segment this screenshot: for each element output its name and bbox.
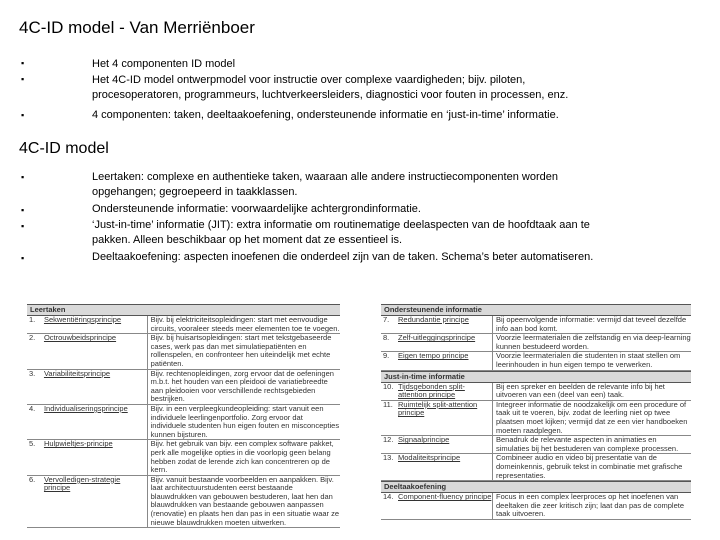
principle-description: Bijv. rechtenopleidingen, zorg ervoor dat de oefeningen m.b.t. het houden van een pleidooi de variatiebreedte aan pleidooien voor verschillende rechtsgebieden bestrijken. xyxy=(147,370,340,404)
list-item: Het 4 componenten ID model xyxy=(92,58,236,70)
row-number: 9. xyxy=(383,351,390,361)
principle-name: Vervolledigen-strategie principe xyxy=(43,474,121,493)
principle-description: Bijv. het gebruik van bijv. een complex software pakket, perk alle mogelijke opties in die voorlopig geen belang hebben zodat de lerende zich kan concentreren op de kern. xyxy=(147,440,340,474)
row-number: 1. xyxy=(29,315,36,324)
row-number: 8. xyxy=(383,333,390,343)
principle-name: Ruimtelijk split-attention principe xyxy=(398,399,478,418)
row-number: 3. xyxy=(29,368,36,378)
bullet-marker: ▪ xyxy=(21,172,25,182)
section-heading: 4C-ID model xyxy=(19,140,109,157)
principles-table-left xyxy=(27,304,340,528)
principle-description: Integreer informatie de noodzakelijk om een procedure of taak uit te voeren, bijv. zodat de leerling niet op twee plaatsen moet kijken; vermijd dat ze een vier handboeken moeten raadplegen. xyxy=(492,401,691,435)
principle-name: Eigen tempo principe xyxy=(398,351,469,361)
principle-description: Combineer audio en video bij presentatie van de domeinkennis, gebruik tekst in combinatie met grafische representaties. xyxy=(492,454,691,480)
principle-description: Bijv. in een verpleegkundeopleiding: start vanuit een individuele leerlingenportfolio. Zorg ervoor dat individuele studenten hun eigen fouten en misconcepties kunnen bijsturen. xyxy=(147,405,340,439)
principle-name: Sekwentiëringsprincipe xyxy=(43,315,122,324)
row-number: 14. xyxy=(383,492,394,502)
row-number: 4. xyxy=(29,403,36,413)
table-row xyxy=(27,334,340,369)
principle-description: Bijv. bij elektriciteitsopleidingen: start met eenvoudige circuits, vooraleer steeds meer elementen toe te voegen. xyxy=(147,316,340,333)
list-item: 4 componenten: taken, deeltaakoefening, ondersteunende informatie en ‘just-in-time’ informatie. xyxy=(92,109,559,121)
principle-name: Zelf-uitleggingsprincipe xyxy=(398,333,476,343)
table-row xyxy=(381,334,691,352)
table-row xyxy=(381,454,691,481)
principle-description: Bij een spreker en beelden de relevante info bij het uitvoeren van een (deel van een) taak. xyxy=(492,383,691,400)
list-item: ‘Just-in-time’ informatie (JIT): extra informatie om routinematige deelaspecten van de hoofdtaak aan te pakken. Alleen beschikbaar op het moment dat ze essentieel is. xyxy=(92,219,590,246)
bullet-marker: ▪ xyxy=(21,253,25,263)
principle-name: Octrouwbeidsprincipe xyxy=(43,333,117,343)
bullet-marker: ▪ xyxy=(21,110,25,120)
principle-description: Benadruk de relevante aspecten in animaties en simulaties bij het bestuderen van complexe processen. xyxy=(492,436,691,453)
table-row xyxy=(27,370,340,405)
principle-name: Individualiseringsprincipe xyxy=(43,403,128,413)
principle-description: Bij opeenvolgende informatie: vermijd dat teveel dezelfde info aan bod komt. xyxy=(492,316,691,333)
principle-description: Voorzie leermaterialen die zelfstandig en via deep-learning kunnen bestudeerd worden. xyxy=(492,334,691,351)
row-number: 6. xyxy=(29,474,36,484)
table-header: Ondersteunende informatie xyxy=(381,304,691,316)
principle-name: Signaalprincipe xyxy=(398,435,450,445)
table-row xyxy=(27,316,340,334)
principle-name: Modaliteitsprincipe xyxy=(398,453,461,463)
principle-description: Bijv. vanuit bestaande voorbeelden en aanpakken. Bijv. laat architectuurstudenten eerst bestaande blauwdrukken van gebouwen bestuderen, laat hen dan blauwdrukken van bestaande gebouwen aanpassen (renovatie) en plaats hen dan pas in een situatie waar ze nieuwe blauwdrukken moeten uitwerken. xyxy=(147,476,340,528)
principle-description: Focus in een complex leerproces op het inoefenen van deeltaken die zeer kritisch zijn; laat dan pas de complete taak uitvoeren. xyxy=(492,493,691,519)
table-header: Just-in-time informatie xyxy=(381,371,691,383)
table-header: Deeltaakoefening xyxy=(381,481,691,493)
row-number: 2. xyxy=(29,333,36,343)
row-number: 12. xyxy=(383,435,394,445)
table-row xyxy=(381,352,691,370)
table-header: Leertaken xyxy=(27,304,340,316)
principle-name: Tijdsgebonden split-attention principe xyxy=(398,381,465,400)
row-number: 5. xyxy=(29,439,36,449)
table-row xyxy=(27,405,340,440)
table-row xyxy=(27,476,340,529)
table-row xyxy=(381,493,691,520)
list-item: Het 4C-ID model ontwerpmodel voor instructie over complexe vaardigheden; bijv. piloten, procesoperatoren, programmeurs, luchtverkeersleiders, diagnostici voor fouten in processen, enz. xyxy=(92,74,569,101)
list-item: Leertaken: complexe en authentieke taken, waaraan alle andere instructiecomponenten worden opgehangen; gegroepeerd in taakklassen. xyxy=(92,171,558,198)
bullet-marker: ▪ xyxy=(21,74,25,84)
row-number: 11. xyxy=(383,399,393,409)
row-number: 7. xyxy=(383,315,390,324)
list-item: Ondersteunende informatie: voorwaardelijke achtergrondinformatie. xyxy=(92,203,421,215)
principle-description: Bijv. bij huisartsopleidingen: start met tekstgebaseerde cases, werk pas dan met simulatiepatiënten en rollenspelen, en confronteer hen uiteindelijk met echte patiënten. xyxy=(147,334,340,368)
list-item: Deeltaakoefening: aspecten inoefenen die onderdeel zijn van de taken. Schema’s beter automatiseren. xyxy=(92,251,594,263)
table-row xyxy=(381,436,691,454)
table-row xyxy=(381,401,691,436)
row-number: 13. xyxy=(383,453,394,463)
page-title: 4C-ID model - Van Merriënboer xyxy=(19,18,255,37)
principle-name: Hulpwieltjes-principe xyxy=(43,439,113,449)
bullet-marker: ▪ xyxy=(21,205,25,215)
bullet-marker: ▪ xyxy=(21,58,25,68)
principle-name: Variabiliteitsprincipe xyxy=(43,368,111,378)
row-number: 10. xyxy=(383,381,394,391)
principles-table-right xyxy=(381,304,691,520)
table-row xyxy=(381,383,691,401)
principle-name: Component-fluency principe xyxy=(398,492,492,502)
principle-name: Redundantie principe xyxy=(398,315,469,324)
bullet-marker: ▪ xyxy=(21,221,25,231)
principle-description: Voorzie leermaterialen die studenten in staat stellen om leerinhouden in hun eigen tempo te verwerken. xyxy=(492,352,691,369)
table-row xyxy=(381,316,691,334)
table-row xyxy=(27,440,340,475)
